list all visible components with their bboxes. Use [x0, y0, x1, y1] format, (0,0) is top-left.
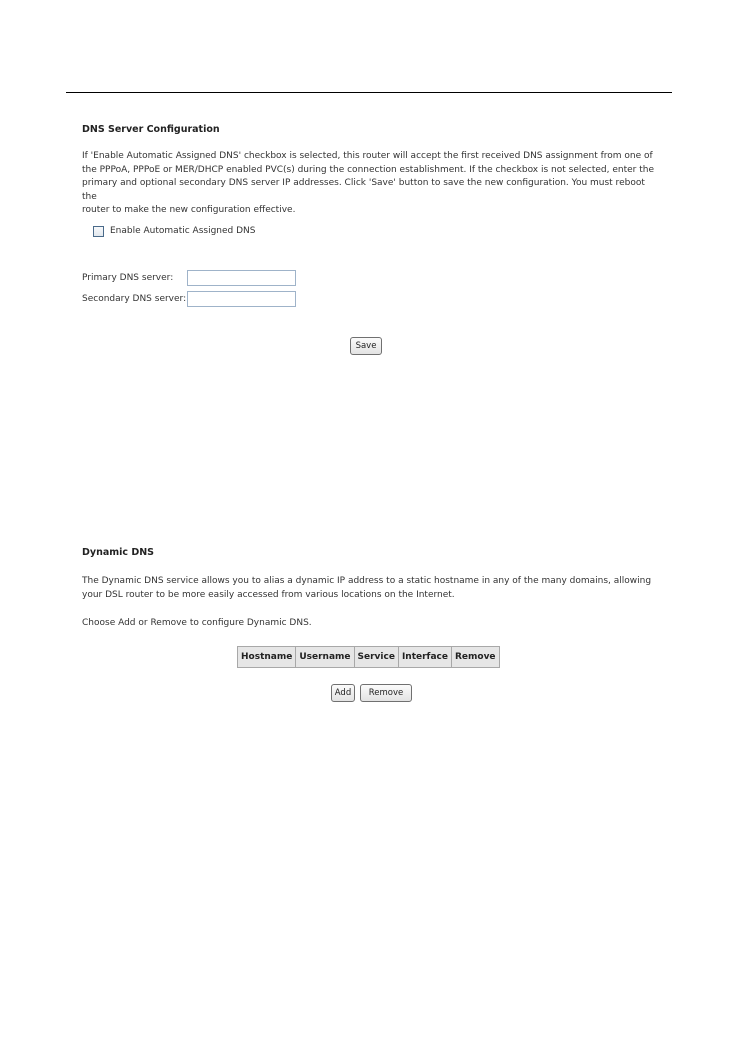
auto-dns-checkbox-label: Enable Automatic Assigned DNS [110, 226, 256, 236]
header-divider [66, 92, 672, 93]
auto-dns-checkbox[interactable] [93, 226, 104, 237]
column-header-service: Service [354, 647, 398, 668]
dynamic-dns-table [237, 646, 500, 668]
add-button[interactable]: Add [331, 684, 355, 702]
column-header-remove: Remove [451, 647, 499, 668]
dns-config-description-line: router to make the new configuration effective. [82, 205, 296, 215]
save-button[interactable]: Save [350, 337, 382, 355]
dns-config-description-line: If 'Enable Automatic Assigned DNS' checkbox is selected, this router will accept the first received DNS assignment from one of [82, 151, 653, 161]
primary-dns-input[interactable] [187, 270, 296, 286]
remove-button[interactable]: Remove [360, 684, 412, 702]
primary-dns-label: Primary DNS server: [82, 273, 174, 283]
dns-config-description-line: primary and optional secondary DNS server IP addresses. Click 'Save' button to save the new configuration. You must reboot the [82, 178, 645, 202]
dynamic-dns-instruction: Choose Add or Remove to configure Dynamic DNS. [82, 618, 312, 628]
auto-dns-option [93, 225, 255, 237]
secondary-dns-input[interactable] [187, 291, 296, 307]
dynamic-dns-description-line: your DSL router to be more easily accessed from various locations on the Internet. [82, 589, 455, 600]
dynamic-dns-description [82, 575, 662, 602]
column-header-username: Username [296, 647, 354, 668]
column-header-hostname: Hostname [238, 647, 296, 668]
dynamic-dns-title: Dynamic DNS [82, 547, 155, 558]
table-header-row [238, 647, 500, 668]
dns-config-title: DNS Server Configuration [82, 124, 220, 135]
secondary-dns-label: Secondary DNS server: [82, 294, 187, 304]
dns-config-description-line: the PPPoA, PPPoE or MER/DHCP enabled PVC(s) during the connection establishment. If the checkbox is not selected, enter the [82, 164, 654, 175]
dynamic-dns-description-line: The Dynamic DNS service allows you to alias a dynamic IP address to a static hostname in any of the many domains, allowing [82, 576, 652, 586]
column-header-interface: Interface [398, 647, 451, 668]
dns-config-description [82, 150, 662, 218]
